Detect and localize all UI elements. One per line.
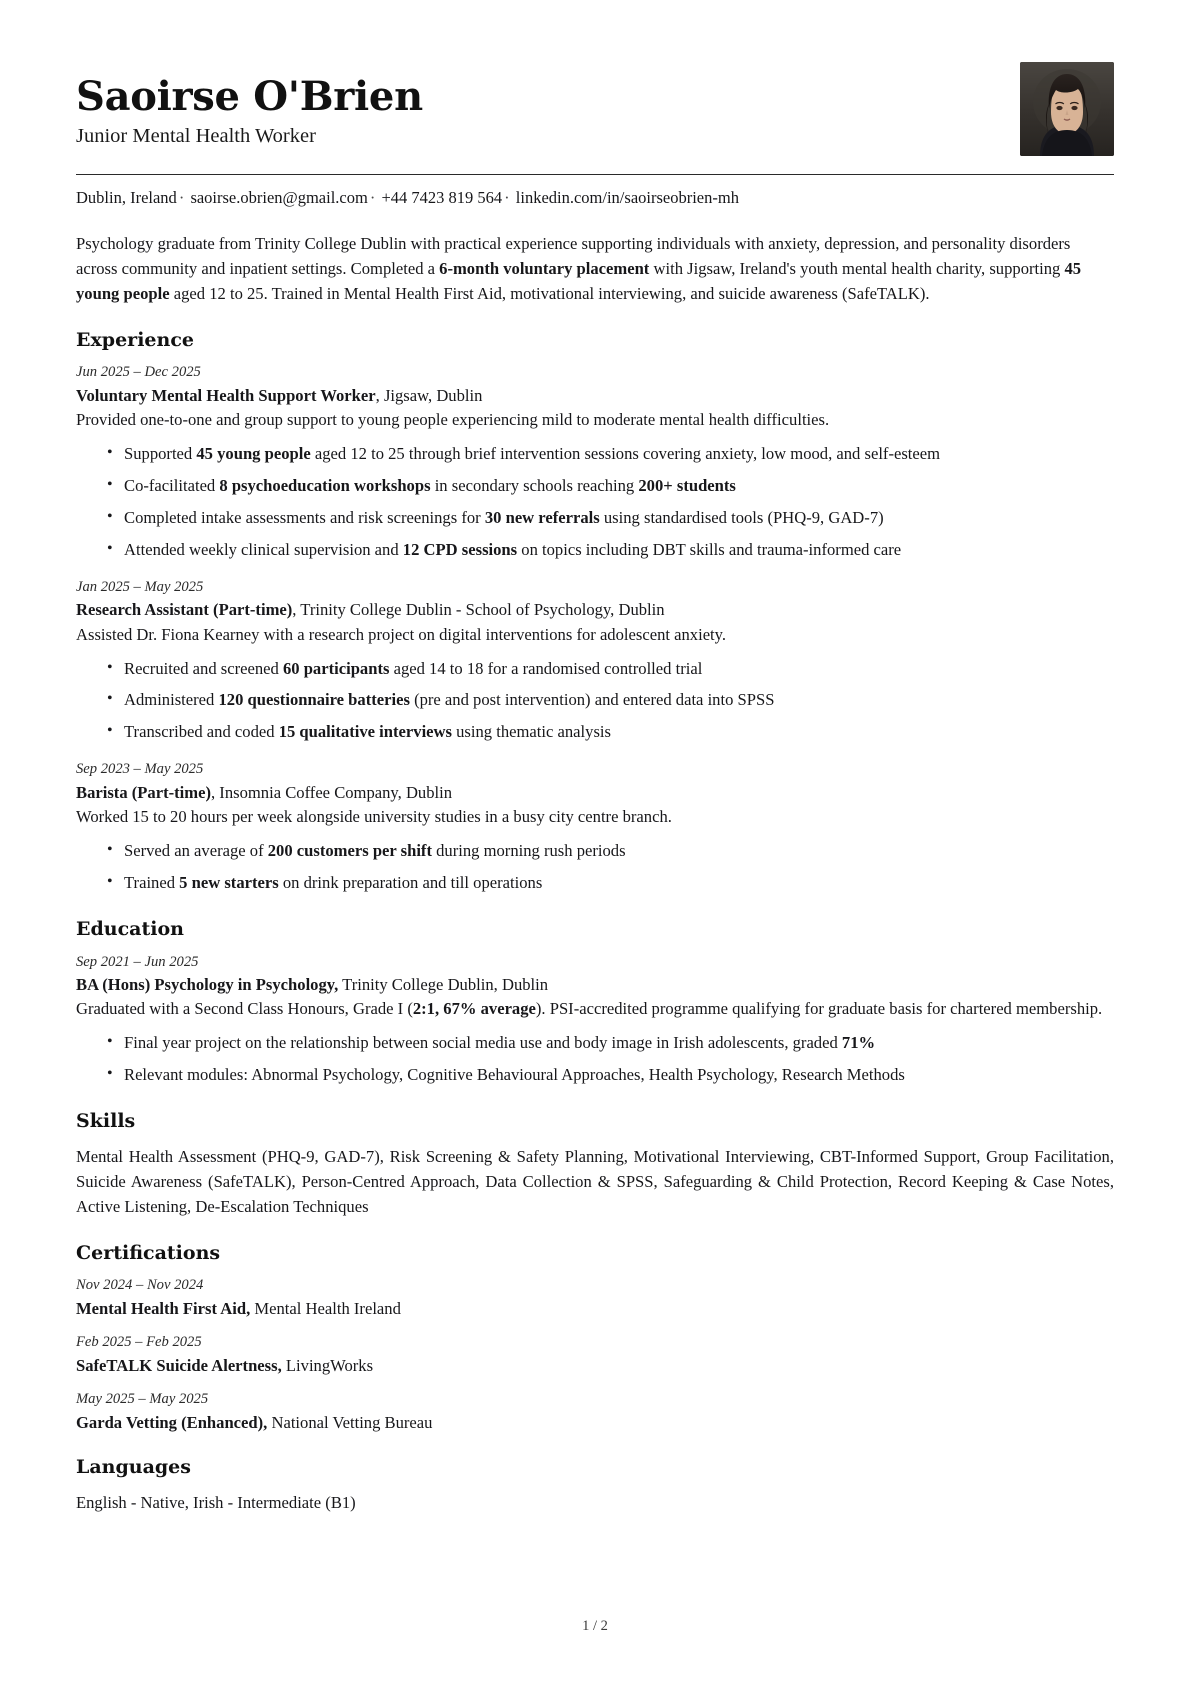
entry-date: Jan 2025 – May 2025 [76, 578, 204, 595]
identity-block [76, 62, 423, 149]
list-item [107, 839, 1114, 864]
list-item [107, 1063, 1114, 1088]
section-certifications [76, 1242, 1114, 1435]
entry-title: Research Assistant (Part-time) [76, 600, 293, 620]
entry-heading [76, 1411, 1114, 1434]
list-item [107, 720, 1114, 745]
summary-highlight-2: 45 young people [76, 259, 1082, 304]
entry-org: , Jigsaw, Dublin [375, 386, 483, 406]
entry-date: Feb 2025 – Feb 2025 [76, 1334, 202, 1351]
entry-org: , Trinity College Dublin - School of Psychology, Dublin [292, 600, 665, 620]
education-desc-pre: Graduated with a Second Class Honours, Grade I ( [76, 999, 413, 1019]
list-item [107, 474, 1114, 499]
bullet-text-tail: using thematic analysis [451, 722, 611, 742]
certification-issuer: National Vetting Bureau [267, 1412, 433, 1432]
entry-description: Worked 15 to 20 hours per week alongside university studies in a busy city centre branch. [76, 807, 672, 827]
header-divider [76, 174, 1114, 175]
bullet-highlight: 200 customers per shift [267, 841, 432, 860]
bullet-text-tail: on topics including DBT skills and trauma-informed care [517, 539, 902, 559]
entry-date: Sep 2021 – Jun 2025 [76, 953, 199, 970]
contact-separator-2: · [369, 188, 376, 207]
list-item [107, 871, 1114, 896]
section-experience [76, 329, 1114, 896]
entry-degree: BA (Hons) Psychology in Psychology, [76, 975, 339, 995]
experience-entry [76, 760, 1114, 896]
list-item [107, 688, 1114, 713]
section-skills [76, 1110, 1114, 1219]
experience-entry [76, 363, 1114, 562]
entry-date: Jun 2025 – Dec 2025 [76, 364, 201, 381]
job-headline: Junior Mental Health Worker [76, 125, 316, 147]
entry-bullet-list [76, 442, 1114, 563]
languages-list: English - Native, Irish - Intermediate (B1) [76, 1492, 356, 1512]
bullet-text: Transcribed and coded [124, 722, 279, 742]
certification-title: Mental Health First Aid, [76, 1299, 251, 1319]
contact-linkedin[interactable]: linkedin.com/in/saoirseobrien-mh [515, 188, 739, 207]
section-languages [76, 1456, 1114, 1516]
bullet-highlight: 45 young people [196, 444, 311, 464]
bullet-text: Final year project on the relationship between social media use and body image in Irish adolescents, graded [124, 1033, 842, 1053]
section-heading-languages: Languages [76, 1456, 191, 1479]
bullet-highlight: 5 new starters [179, 872, 279, 892]
summary-highlight-1: 6-month voluntary placement [439, 259, 650, 279]
section-heading-certifications: Certifications [76, 1241, 221, 1264]
bullet-text-tail: (pre and post intervention) and entered data into SPSS [409, 690, 775, 710]
entry-description: Provided one-to-one and group support to young people experiencing mild to moderate mental health difficulties. [76, 410, 830, 430]
entry-org: , Insomnia Coffee Company, Dublin [211, 782, 453, 802]
certification-entry [76, 1390, 1114, 1434]
bullet-text: Trained [124, 872, 180, 892]
page-footer [0, 1618, 1190, 1635]
bullet-highlight: 71% [841, 1033, 876, 1053]
entry-description: Assisted Dr. Fiona Kearney with a research project on digital interventions for adolescent anxiety. [76, 624, 727, 644]
bullet-highlight: 30 new referrals [484, 507, 600, 527]
entry-bullet-list [76, 839, 1114, 896]
experience-entry [76, 578, 1114, 745]
education-entry [76, 953, 1114, 1089]
list-item [107, 1031, 1114, 1056]
bullet-text-mid: in secondary schools reaching [430, 476, 639, 496]
entry-date: Sep 2023 – May 2025 [76, 761, 204, 778]
bullet-highlight: 60 participants [282, 658, 390, 678]
entry-title: Voluntary Mental Health Support Worker [76, 386, 376, 406]
bullet-text: Completed intake assessments and risk screenings for [124, 507, 485, 527]
bullet-text: Relevant modules: Abnormal Psychology, Cognitive Behavioural Approaches, Health Psychology, Research Methods [124, 1065, 905, 1085]
entry-date: Nov 2024 – Nov 2024 [76, 1277, 204, 1294]
certification-title: SafeTALK Suicide Alertness, [76, 1356, 282, 1376]
section-heading-experience: Experience [76, 328, 194, 351]
section-heading-skills: Skills [76, 1110, 136, 1133]
bullet-text: Supported [124, 444, 197, 464]
list-item [107, 442, 1114, 467]
bullet-text: Served an average of [124, 841, 268, 860]
bullet-highlight-2: 200+ students [638, 476, 736, 496]
bullet-highlight: 8 psychoeducation workshops [219, 476, 431, 496]
list-item [107, 506, 1114, 531]
contact-line [76, 186, 1114, 210]
entry-heading [76, 781, 1114, 804]
education-desc-post: ). PSI-accredited programme qualifying for graduate basis for chartered membership. [535, 999, 1103, 1019]
section-education [76, 918, 1114, 1088]
resume-header [76, 62, 1114, 156]
contact-phone[interactable]: +44 7423 819 564 [381, 188, 503, 207]
certification-title: Garda Vetting (Enhanced), [76, 1412, 268, 1432]
avatar [1020, 62, 1114, 156]
section-heading-education: Education [76, 917, 184, 940]
contact-email[interactable]: saoirse.obrien@gmail.com [190, 188, 368, 207]
page-indicator: 1 / 2 [582, 1618, 608, 1634]
entry-description [76, 997, 1114, 1022]
certification-issuer: Mental Health Ireland [250, 1299, 401, 1319]
skills-list: Mental Health Assessment (PHQ-9, GAD-7), Risk Screening & Safety Planning, Motivational Interviewing, CBT-Informed Support, Group Facilitation, Suicide Awareness (SafeTALK), Person-Centred Approach, Data Collection & SPSS, Safeguarding & Child Protection, Record Keeping & Case Notes, Active Listening, De-Escalation Techniques [76, 1146, 1114, 1216]
bullet-text-tail: on drink preparation and till operations [278, 872, 543, 892]
entry-bullet-list [76, 657, 1114, 746]
education-grade-highlight: 2:1, 67% average [412, 999, 536, 1019]
certification-entry [76, 1276, 1114, 1320]
bullet-text-tail: aged 14 to 18 for a randomised controlled trial [389, 658, 703, 678]
certification-issuer: LivingWorks [281, 1356, 374, 1376]
summary-text-1: Psychology graduate from Trinity College Dublin with practical experience supporting individuals with anxiety, depression, and personality disorders across community and inpatient settings. Completed a [76, 233, 1071, 279]
entry-heading [76, 973, 1114, 996]
entry-bullet-list [76, 1031, 1114, 1088]
portrait-photo-icon [1020, 62, 1114, 156]
bullet-text: Co-facilitated [124, 476, 220, 496]
bullet-text: Administered [124, 690, 219, 710]
bullet-text-tail: during morning rush periods [431, 841, 626, 860]
bullet-text: Attended weekly clinical supervision and [124, 539, 403, 559]
summary-text-2: with Jigsaw, Ireland's youth mental health charity, supporting [649, 259, 1065, 279]
entry-title: Barista (Part-time) [76, 782, 211, 802]
bullet-text-tail: using standardised tools (PHQ-9, GAD-7) [599, 507, 884, 527]
entry-heading [76, 1354, 1114, 1377]
contact-location: Dublin, Ireland [76, 188, 177, 207]
certification-entry [76, 1333, 1114, 1377]
bullet-highlight: 12 CPD sessions [402, 539, 518, 559]
page-title: Saoirse O'Brien [76, 73, 423, 120]
entry-date: May 2025 – May 2025 [76, 1391, 209, 1408]
bullet-text-tail: aged 12 to 25 through brief intervention sessions covering anxiety, low mood, and self-esteem [310, 444, 941, 464]
entry-heading [76, 598, 1114, 621]
list-item [107, 657, 1114, 682]
profile-summary [76, 231, 1114, 307]
summary-text-3: aged 12 to 25. Trained in Mental Health First Aid, motivational interviewing, and suicide awareness (SafeTALK). [169, 284, 930, 304]
contact-separator-3: · [504, 188, 510, 207]
contact-separator-1: · [178, 188, 185, 207]
bullet-highlight: 120 questionnaire batteries [218, 690, 410, 710]
list-item [107, 538, 1114, 563]
bullet-text: Recruited and screened [124, 658, 283, 678]
bullet-highlight: 15 qualitative interviews [278, 722, 452, 742]
entry-heading [76, 384, 1114, 407]
entry-school: Trinity College Dublin, Dublin [338, 975, 549, 995]
entry-heading [76, 1297, 1114, 1320]
